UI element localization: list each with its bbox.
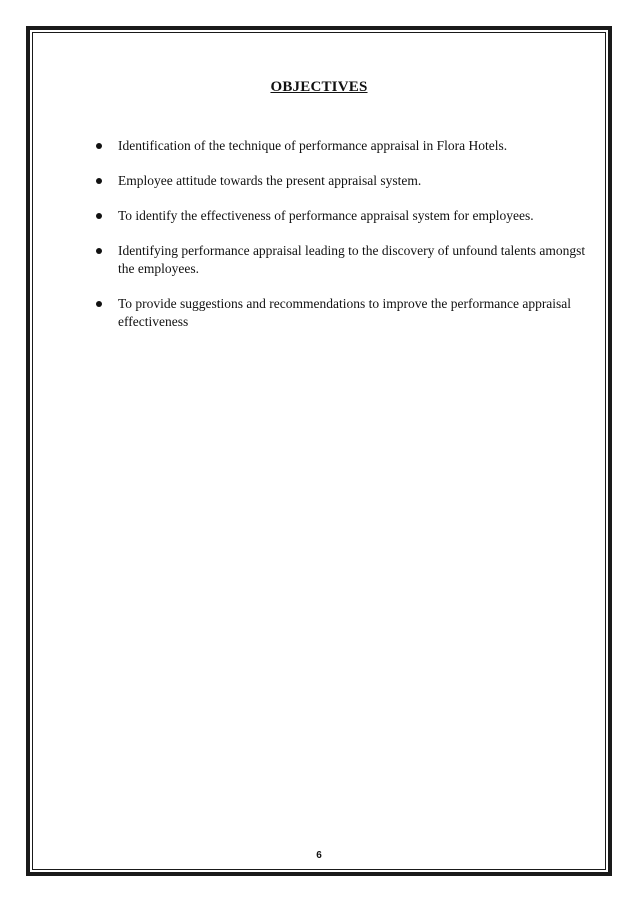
list-item: [96, 172, 586, 190]
page-number: 6: [316, 850, 322, 861]
list-item: [96, 207, 586, 225]
bullet-icon: [96, 213, 102, 219]
objective-text: Employee attitude towards the present appraisal system.: [118, 173, 422, 188]
list-item: [96, 137, 586, 155]
list-item: [96, 242, 586, 278]
objective-text: Identification of the technique of performance appraisal in Flora Hotels.: [118, 138, 508, 153]
objective-text: To provide suggestions and recommendations to improve the performance appraisal effectiveness: [118, 296, 572, 329]
bullet-icon: [96, 178, 102, 184]
objectives-list: [96, 137, 586, 348]
page-title: OBJECTIVES: [270, 79, 368, 95]
objective-text: Identifying performance appraisal leading to the discovery of unfound talents amongst the employees.: [118, 243, 586, 276]
bullet-icon: [96, 143, 102, 149]
objective-text: To identify the effectiveness of performance appraisal system for employees.: [118, 208, 534, 223]
bullet-icon: [96, 301, 102, 307]
list-item: [96, 295, 586, 331]
bullet-icon: [96, 248, 102, 254]
